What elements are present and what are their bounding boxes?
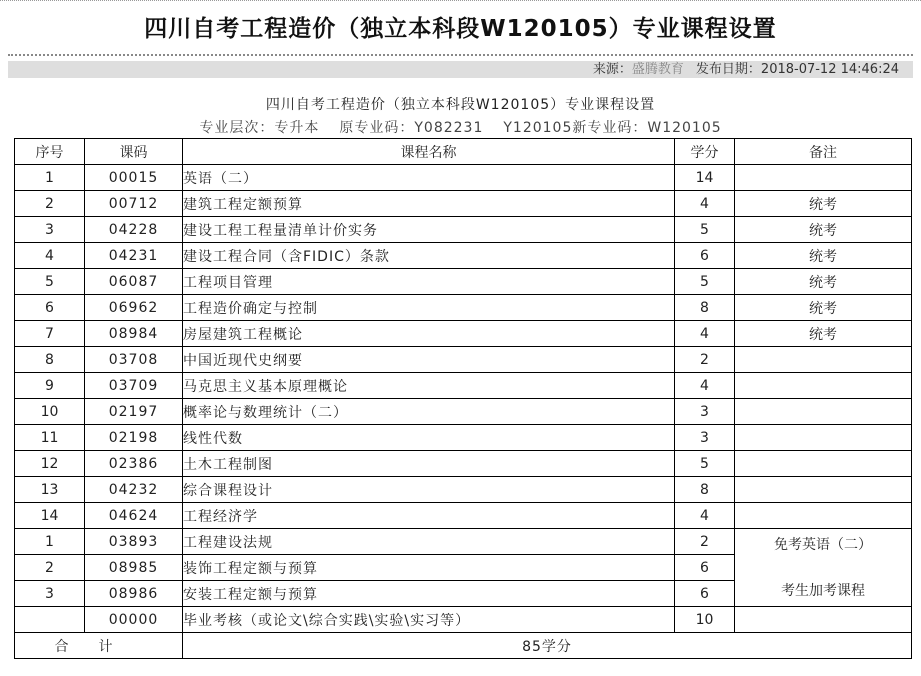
row-no: 5 [15, 269, 85, 295]
course-credit: 8 [675, 477, 735, 503]
note-spacer [735, 557, 911, 579]
table-row [15, 399, 912, 425]
course-name: 马克思主义基本原理概论 [183, 373, 675, 399]
course-note [735, 451, 912, 477]
course-credit: 3 [675, 399, 735, 425]
course-note [735, 607, 912, 633]
course-name: 英语（二） [183, 165, 675, 191]
row-no: 2 [15, 555, 85, 581]
course-note: 统考 [735, 243, 912, 269]
course-credit: 8 [675, 295, 735, 321]
document-subtitle [0, 117, 921, 137]
row-no: 2 [15, 191, 85, 217]
total-label: 合计 [15, 633, 183, 659]
course-credit: 14 [675, 165, 735, 191]
old-major-code: 原专业码：Y082231 [339, 120, 484, 136]
table-row [15, 191, 912, 217]
table-row [15, 425, 912, 451]
course-note [735, 477, 912, 503]
course-name: 土木工程制图 [183, 451, 675, 477]
document-title: 四川自考工程造价（独立本科段W120105）专业课程设置 [265, 97, 656, 113]
extra-note-line1: 免考英语（二） [774, 536, 872, 553]
row-no: 11 [15, 425, 85, 451]
row-no: 3 [15, 581, 85, 607]
row-no: 10 [15, 399, 85, 425]
course-code: 04228 [85, 217, 183, 243]
row-no: 14 [15, 503, 85, 529]
extra-courses-note [735, 529, 912, 607]
course-table [14, 138, 912, 659]
course-name: 工程建设法规 [183, 529, 675, 555]
row-no [15, 607, 85, 633]
course-credit: 2 [675, 347, 735, 373]
table-header-row [15, 139, 912, 165]
course-name: 安装工程定额与预算 [183, 581, 675, 607]
table-total-row [15, 633, 912, 659]
course-name: 毕业考核（或论文\综合实践\实验\实习等） [183, 607, 675, 633]
row-no: 1 [15, 165, 85, 191]
course-note [735, 503, 912, 529]
course-name: 建筑工程定额预算 [183, 191, 675, 217]
table-row [15, 503, 912, 529]
source-label: 来源： [592, 62, 632, 77]
meta-bar [8, 61, 913, 78]
source-link[interactable]: 盛腾教育 [631, 62, 684, 77]
header-credit: 学分 [675, 139, 735, 165]
row-no: 12 [15, 451, 85, 477]
course-credit: 5 [675, 269, 735, 295]
top-divider [0, 0, 921, 3]
table-row [15, 347, 912, 373]
row-no: 6 [15, 295, 85, 321]
page-title: 四川自考工程造价（独立本科段W120105）专业课程设置 [144, 16, 777, 42]
course-code: 08986 [85, 581, 183, 607]
course-credit: 4 [675, 321, 735, 347]
date-label: 发布日期： [695, 62, 761, 77]
table-row [15, 477, 912, 503]
course-note: 统考 [735, 269, 912, 295]
course-code: 03893 [85, 529, 183, 555]
course-name: 建设工程合同（含FIDIC）条款 [183, 243, 675, 269]
course-note [735, 347, 912, 373]
row-no: 7 [15, 321, 85, 347]
course-credit: 6 [675, 555, 735, 581]
course-name: 工程项目管理 [183, 269, 675, 295]
row-no: 1 [15, 529, 85, 555]
row-no: 3 [15, 217, 85, 243]
table-row [15, 217, 912, 243]
course-name: 线性代数 [183, 425, 675, 451]
header-note: 备注 [735, 139, 912, 165]
course-name: 概率论与数理统计（二） [183, 399, 675, 425]
course-note [735, 425, 912, 451]
course-code: 00712 [85, 191, 183, 217]
course-note: 统考 [735, 295, 912, 321]
course-note: 统考 [735, 217, 912, 243]
table-row-extra [15, 529, 912, 555]
header-name: 课程名称 [183, 139, 675, 165]
course-credit: 6 [675, 581, 735, 607]
course-code: 02198 [85, 425, 183, 451]
course-code: 08984 [85, 321, 183, 347]
course-code: 06087 [85, 269, 183, 295]
row-no: 8 [15, 347, 85, 373]
total-value: 85学分 [183, 633, 912, 659]
course-credit: 5 [675, 217, 735, 243]
row-no: 4 [15, 243, 85, 269]
table-row [15, 321, 912, 347]
course-code: 08985 [85, 555, 183, 581]
header-no: 序号 [15, 139, 85, 165]
row-no: 9 [15, 373, 85, 399]
row-no: 13 [15, 477, 85, 503]
course-code: 06962 [85, 295, 183, 321]
course-credit: 4 [675, 373, 735, 399]
course-name: 综合课程设计 [183, 477, 675, 503]
course-name: 中国近现代史纲要 [183, 347, 675, 373]
course-code: 04232 [85, 477, 183, 503]
course-note [735, 165, 912, 191]
table-row [15, 269, 912, 295]
major-level: 专业层次：专升本 [199, 120, 320, 136]
table-row [15, 373, 912, 399]
course-code: 02197 [85, 399, 183, 425]
course-name: 装饰工程定额与预算 [183, 555, 675, 581]
course-note [735, 399, 912, 425]
course-credit: 10 [675, 607, 735, 633]
course-note [735, 373, 912, 399]
table-row [15, 165, 912, 191]
table-row [15, 295, 912, 321]
course-credit: 5 [675, 451, 735, 477]
title-divider [8, 54, 913, 56]
table-row-graduation [15, 607, 912, 633]
course-code: 04231 [85, 243, 183, 269]
new-major-code: Y120105新专业码：W120105 [503, 120, 722, 136]
course-name: 工程经济学 [183, 503, 675, 529]
course-credit: 6 [675, 243, 735, 269]
course-code: 03708 [85, 347, 183, 373]
table-row [15, 243, 912, 269]
course-note: 统考 [735, 191, 912, 217]
extra-note-line2: 考生加考课程 [781, 582, 865, 599]
course-credit: 2 [675, 529, 735, 555]
course-code: 00015 [85, 165, 183, 191]
course-name: 工程造价确定与控制 [183, 295, 675, 321]
course-credit: 4 [675, 503, 735, 529]
course-code: 00000 [85, 607, 183, 633]
publish-date: 2018-07-12 14:46:24 [760, 62, 899, 77]
table-row [15, 451, 912, 477]
course-code: 02386 [85, 451, 183, 477]
header-code: 课码 [85, 139, 183, 165]
course-code: 03709 [85, 373, 183, 399]
course-name: 房屋建筑工程概论 [183, 321, 675, 347]
course-note: 统考 [735, 321, 912, 347]
course-credit: 3 [675, 425, 735, 451]
course-code: 04624 [85, 503, 183, 529]
course-credit: 4 [675, 191, 735, 217]
course-name: 建设工程工程量清单计价实务 [183, 217, 675, 243]
